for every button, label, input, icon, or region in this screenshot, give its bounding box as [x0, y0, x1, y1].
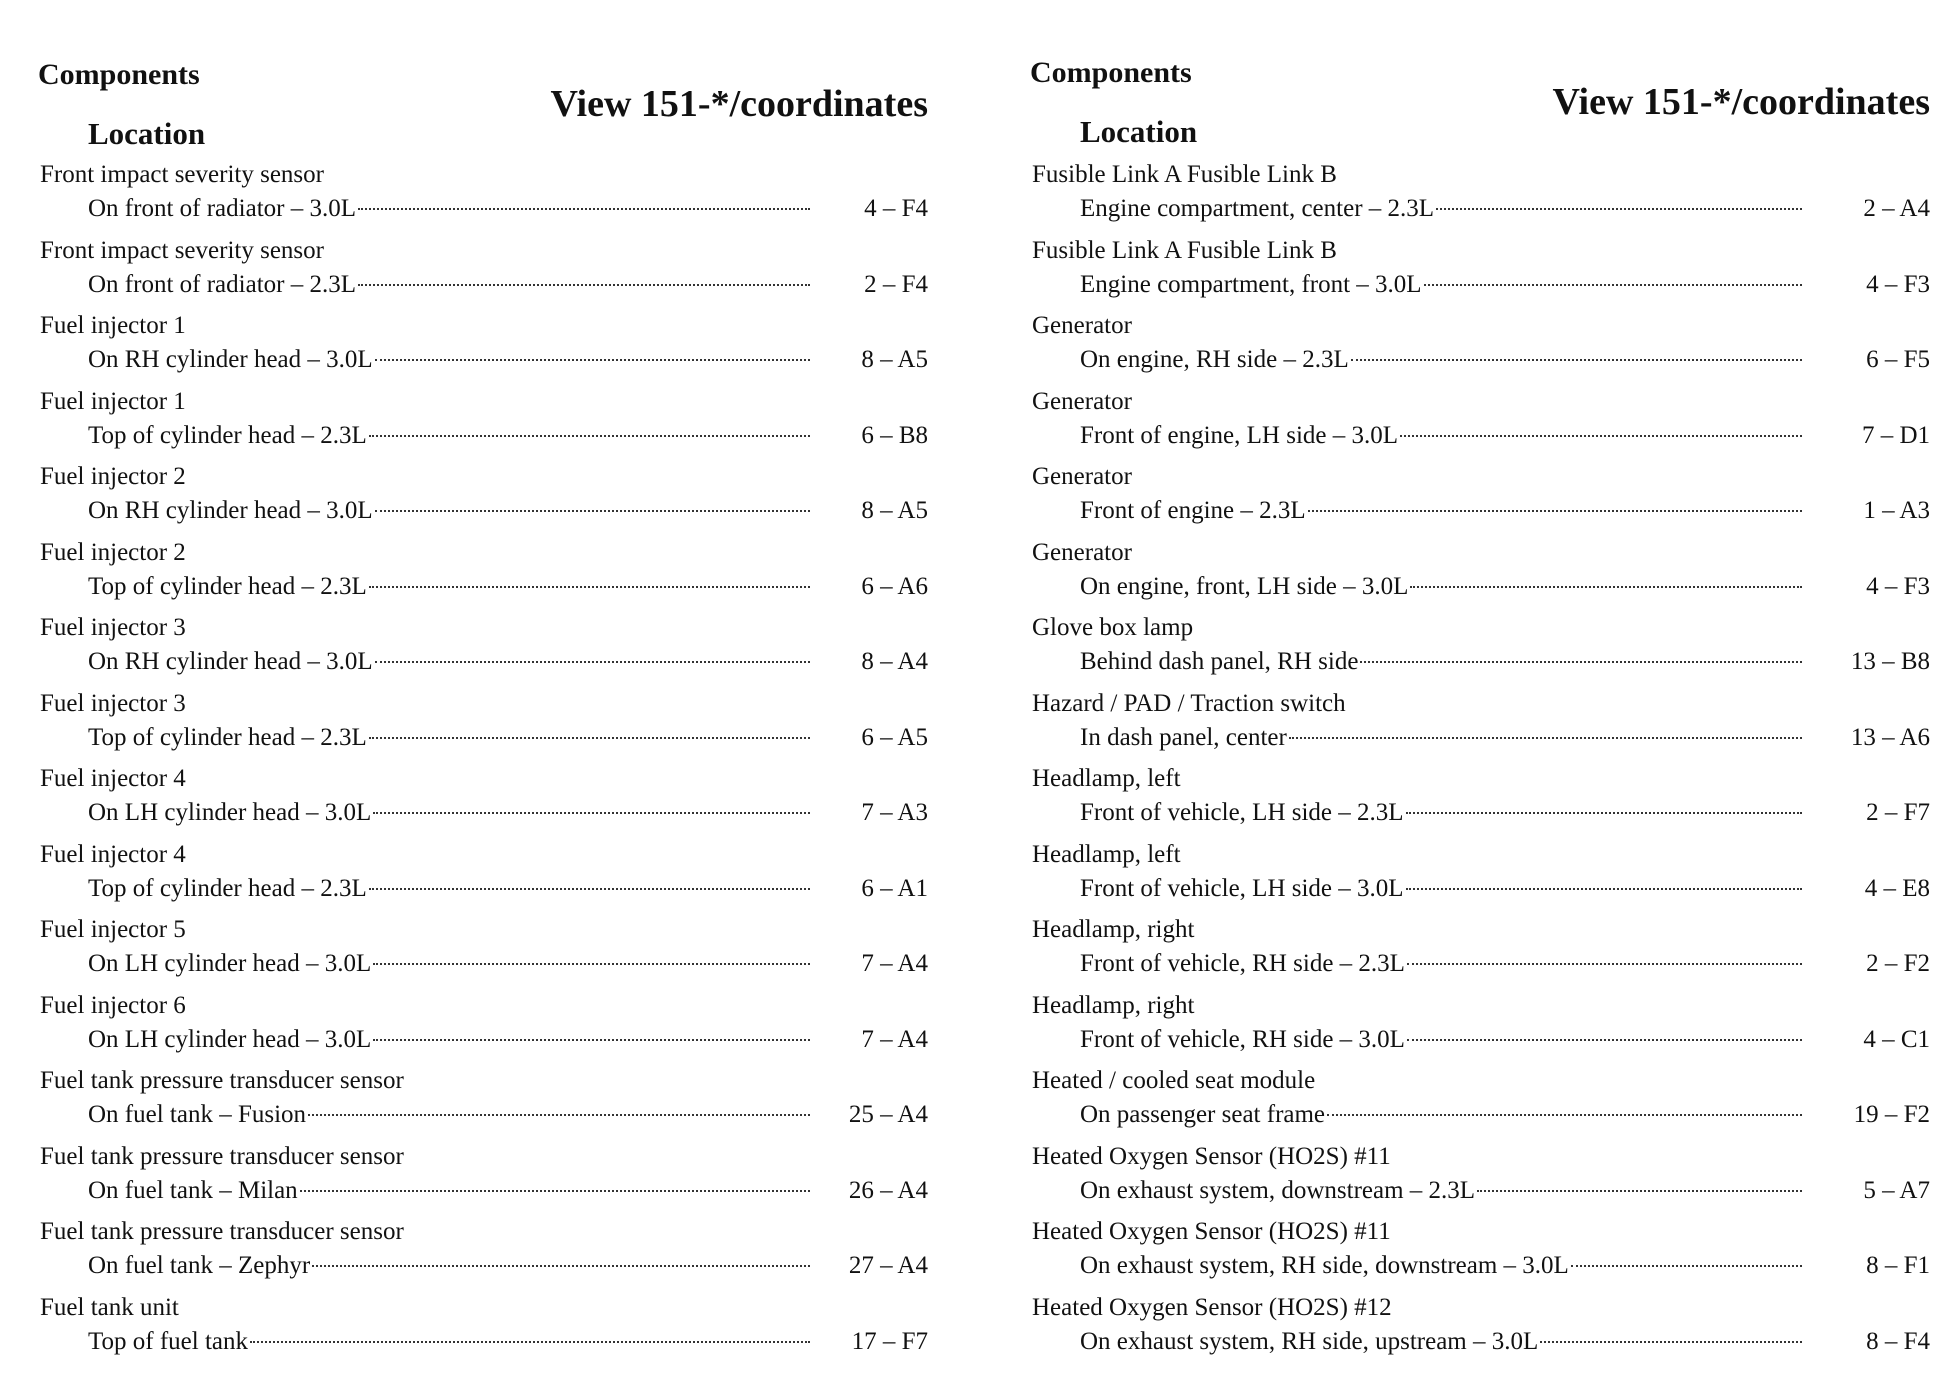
view-coordinate: 2 – F4 [864, 270, 928, 298]
component-location: Front of vehicle, RH side – 2.3L [1080, 950, 1405, 977]
list-item [38, 462, 928, 538]
location-row [1080, 722, 1802, 754]
location-row [88, 1250, 810, 1282]
dot-leader [373, 962, 810, 965]
location-row [88, 646, 810, 678]
component-location: Front of vehicle, LH side – 3.0L [1080, 874, 1404, 902]
list-item [1030, 160, 1930, 236]
component-location: On RH cylinder head – 3.0L [88, 346, 373, 373]
list-item [1030, 1142, 1930, 1218]
list-item [38, 991, 928, 1067]
component-location: Engine compartment, front – 3.0L [1080, 270, 1422, 298]
component-name: Fuel tank pressure transducer sensor [40, 1142, 404, 1170]
location-row [1080, 1326, 1802, 1358]
dot-leader [373, 1038, 810, 1041]
location-row [1080, 1024, 1802, 1056]
component-location: On engine, front, LH side – 3.0L [1080, 572, 1409, 600]
component-name: Hazard / PAD / Traction switch [1032, 689, 1346, 717]
list-item [38, 915, 928, 991]
component-name: Heated Oxygen Sensor (HO2S) #12 [1032, 1293, 1392, 1321]
dot-leader [1406, 811, 1802, 814]
components-heading: Components [38, 58, 200, 91]
view-coordinate: 27 – A4 [848, 1252, 928, 1279]
view-coordinates-heading: View 151-*/coordinates [1552, 81, 1930, 123]
component-location: On engine, RH side – 2.3L [1080, 346, 1349, 373]
location-row [1080, 269, 1802, 301]
list-item [38, 1293, 928, 1369]
list-item [1030, 387, 1930, 463]
dot-leader [308, 1113, 810, 1116]
list-item [1030, 236, 1930, 312]
location-row [88, 1024, 810, 1056]
list-item [38, 689, 928, 765]
component-name: Front impact severity sensor [40, 161, 324, 188]
component-location: On front of radiator – 2.3L [88, 270, 356, 298]
component-name: Fuel tank unit [40, 1293, 179, 1321]
location-row [88, 1175, 810, 1207]
dot-leader [1436, 207, 1802, 210]
view-coordinate: 4 – F4 [864, 195, 928, 222]
location-row [1080, 571, 1802, 603]
component-name: Fuel injector 3 [40, 689, 186, 717]
view-coordinate: 2 – F2 [1866, 950, 1930, 977]
list-item [38, 236, 928, 312]
component-location: On RH cylinder head – 3.0L [88, 497, 373, 524]
component-location: On exhaust system, RH side, downstream – 3.0L [1080, 1252, 1569, 1279]
view-coordinate: 7 – D1 [1861, 421, 1930, 449]
list-item [1030, 311, 1930, 387]
dot-leader [1540, 1340, 1802, 1343]
list-item [1030, 613, 1930, 689]
view-coordinate: 17 – F7 [851, 1327, 928, 1355]
component-location: On front of radiator – 3.0L [88, 195, 356, 222]
location-row [1080, 948, 1802, 980]
dot-leader [312, 1264, 810, 1267]
list-item [1030, 1217, 1930, 1293]
location-row [1080, 344, 1802, 376]
location-row [88, 873, 810, 905]
component-name: Generator [1032, 312, 1132, 339]
component-name: Fusible Link A Fusible Link B [1032, 236, 1337, 264]
component-location: On exhaust system, RH side, upstream – 3.0L [1080, 1327, 1539, 1355]
component-location: Front of vehicle, LH side – 2.3L [1080, 799, 1404, 826]
component-location: Front of vehicle, RH side – 3.0L [1080, 1025, 1405, 1053]
location-row [88, 269, 810, 301]
dot-leader [373, 811, 810, 814]
component-name: Fuel injector 2 [40, 538, 186, 566]
location-heading: Location [1080, 114, 1198, 149]
list-item [1030, 764, 1930, 840]
list-item [38, 1217, 928, 1293]
view-coordinate: 19 – F2 [1853, 1101, 1930, 1128]
component-name: Fuel injector 1 [40, 387, 186, 415]
component-name: Generator [1032, 463, 1132, 490]
location-row [88, 797, 810, 829]
component-name: Front impact severity sensor [40, 236, 324, 264]
dot-leader [1289, 736, 1802, 739]
component-name: Fuel injector 5 [40, 916, 186, 943]
dot-leader [1477, 1189, 1802, 1192]
dot-leader [1407, 1038, 1802, 1041]
location-row [1080, 1250, 1802, 1282]
component-location: Top of cylinder head – 2.3L [88, 572, 367, 600]
location-row [1080, 1099, 1802, 1131]
component-name: Headlamp, right [1032, 991, 1195, 1019]
component-name: Headlamp, right [1032, 916, 1195, 943]
location-row [88, 193, 810, 225]
view-coordinate: 6 – B8 [861, 421, 928, 449]
list-item [1030, 538, 1930, 614]
dot-leader [369, 434, 810, 437]
component-name: Heated Oxygen Sensor (HO2S) #11 [1032, 1142, 1391, 1170]
component-location: Top of cylinder head – 2.3L [88, 723, 367, 751]
list-item [1030, 462, 1930, 538]
list-item [38, 387, 928, 463]
location-row [1080, 495, 1802, 527]
view-coordinate: 1 – A3 [1863, 497, 1930, 524]
list-item [38, 613, 928, 689]
list-item [1030, 1066, 1930, 1142]
location-row [1080, 420, 1802, 452]
component-location: On fuel tank – Milan [88, 1176, 298, 1204]
dot-leader [1571, 1264, 1802, 1267]
view-coordinate: 4 – F3 [1866, 572, 1930, 600]
view-coordinate: 13 – B8 [1850, 648, 1930, 675]
list-item [38, 311, 928, 387]
component-name: Fuel injector 4 [40, 840, 186, 868]
list-item [1030, 689, 1930, 765]
view-coordinate: 7 – A3 [861, 799, 928, 826]
dot-leader [1410, 585, 1802, 588]
component-location: On LH cylinder head – 3.0L [88, 950, 372, 977]
location-row [88, 1099, 810, 1131]
list-item [1030, 915, 1930, 991]
component-name: Generator [1032, 387, 1132, 415]
location-row [1080, 193, 1802, 225]
view-coordinate: 5 – A7 [1863, 1176, 1930, 1204]
view-coordinate: 6 – A1 [861, 874, 928, 902]
component-name: Fuel injector 4 [40, 765, 186, 792]
view-coordinates-heading: View 151-*/coordinates [550, 83, 928, 125]
view-coordinate: 2 – F7 [1866, 799, 1930, 826]
dot-leader [1351, 358, 1802, 361]
entry-list [38, 160, 928, 1368]
view-coordinate: 13 – A6 [1850, 723, 1930, 751]
view-coordinate: 8 – F1 [1866, 1252, 1930, 1279]
component-name: Fuel injector 3 [40, 614, 186, 641]
dot-leader [1360, 660, 1802, 663]
component-location: On fuel tank – Fusion [88, 1101, 307, 1128]
component-name: Glove box lamp [1032, 614, 1194, 641]
component-location: On exhaust system, downstream – 2.3L [1080, 1176, 1476, 1204]
view-coordinate: 4 – C1 [1863, 1025, 1930, 1053]
component-name: Fusible Link A Fusible Link B [1032, 161, 1337, 188]
location-row [88, 344, 810, 376]
list-item [38, 538, 928, 614]
location-row [1080, 797, 1802, 829]
view-coordinate: 6 – F5 [1866, 346, 1930, 373]
dot-leader [1327, 1113, 1802, 1116]
view-coordinate: 8 – A4 [861, 648, 928, 675]
list-item [1030, 1293, 1930, 1369]
right-column [1030, 0, 1930, 1392]
list-item [38, 764, 928, 840]
dot-leader [1407, 962, 1802, 965]
view-coordinate: 7 – A4 [861, 1025, 928, 1053]
component-name: Fuel tank pressure transducer sensor [40, 1218, 404, 1245]
dot-leader [250, 1340, 810, 1343]
dot-leader [369, 887, 810, 890]
component-location: Top of fuel tank [88, 1327, 249, 1355]
view-coordinate: 26 – A4 [848, 1176, 928, 1204]
location-row [1080, 873, 1802, 905]
location-row [1080, 646, 1802, 678]
view-coordinate: 6 – A6 [861, 572, 928, 600]
component-name: Fuel tank pressure transducer sensor [40, 1067, 404, 1094]
dot-leader [369, 585, 810, 588]
list-item [38, 1066, 928, 1142]
component-name: Fuel injector 1 [40, 312, 186, 339]
dot-leader [300, 1189, 810, 1192]
entry-list [1030, 160, 1930, 1368]
view-coordinate: 6 – A5 [861, 723, 928, 751]
list-item [1030, 840, 1930, 916]
component-name: Fuel injector 2 [40, 463, 186, 490]
view-coordinate: 4 – F3 [1866, 270, 1930, 298]
dot-leader [375, 660, 810, 663]
dot-leader [358, 207, 810, 210]
component-location: Top of cylinder head – 2.3L [88, 421, 367, 449]
dot-leader [1424, 283, 1802, 286]
view-coordinate: 7 – A4 [861, 950, 928, 977]
dot-leader [358, 283, 810, 286]
component-location: On LH cylinder head – 3.0L [88, 1025, 372, 1053]
view-coordinate: 8 – A5 [861, 497, 928, 524]
component-name: Heated / cooled seat module [1032, 1067, 1316, 1094]
component-location: On RH cylinder head – 3.0L [88, 648, 373, 675]
dot-leader [1400, 434, 1802, 437]
location-row [88, 420, 810, 452]
location-row [88, 948, 810, 980]
component-name: Heated Oxygen Sensor (HO2S) #11 [1032, 1218, 1391, 1245]
list-item [38, 1142, 928, 1218]
location-row [88, 495, 810, 527]
list-item [38, 160, 928, 236]
dot-leader [369, 736, 810, 739]
location-heading: Location [88, 116, 206, 151]
component-location: Engine compartment, center – 2.3L [1080, 195, 1435, 222]
location-row [1080, 1175, 1802, 1207]
component-location: On LH cylinder head – 3.0L [88, 799, 372, 826]
component-location: Top of cylinder head – 2.3L [88, 874, 367, 902]
component-location: Front of engine, LH side – 3.0L [1080, 421, 1399, 449]
component-location: In dash panel, center [1080, 723, 1287, 751]
view-coordinate: 8 – A5 [861, 346, 928, 373]
dot-leader [375, 509, 810, 512]
view-coordinate: 4 – E8 [1864, 874, 1930, 902]
dot-leader [1406, 887, 1802, 890]
list-item [1030, 991, 1930, 1067]
dot-leader [1308, 509, 1802, 512]
component-name: Generator [1032, 538, 1132, 566]
list-item [38, 840, 928, 916]
location-row [88, 1326, 810, 1358]
dot-leader [375, 358, 810, 361]
component-location: Front of engine – 2.3L [1080, 497, 1306, 524]
location-row [88, 722, 810, 754]
components-heading: Components [1030, 56, 1192, 89]
view-coordinate: 8 – F4 [1866, 1327, 1930, 1355]
location-row [88, 571, 810, 603]
component-location: On passenger seat frame [1080, 1101, 1326, 1128]
component-name: Headlamp, left [1032, 765, 1181, 792]
component-location: Behind dash panel, RH side [1080, 648, 1359, 675]
view-coordinate: 2 – A4 [1863, 195, 1930, 222]
view-coordinate: 25 – A4 [848, 1101, 928, 1128]
component-name: Headlamp, left [1032, 840, 1181, 868]
left-column [38, 0, 928, 1392]
component-location: On fuel tank – Zephyr [88, 1252, 311, 1279]
component-name: Fuel injector 6 [40, 991, 186, 1019]
